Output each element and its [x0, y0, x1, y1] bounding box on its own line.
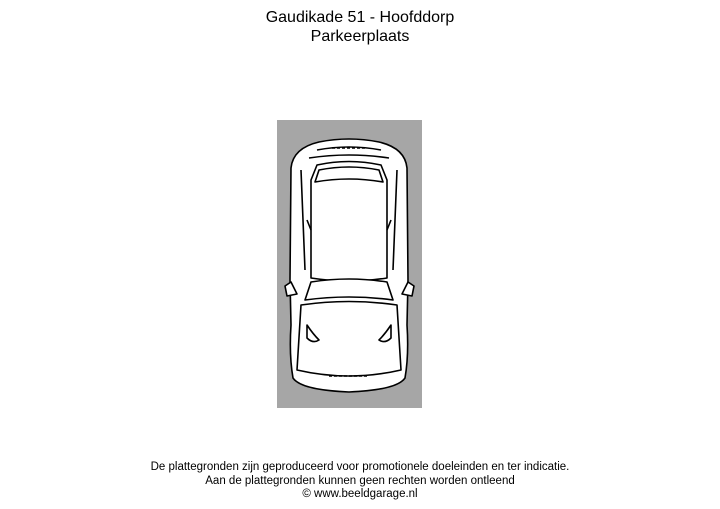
disclaimer: [0, 461, 720, 502]
parking-space: [277, 120, 422, 408]
disclaimer-line-1: De plattegronden zijn geproduceerd voor promotionele doeleinden en ter indicatie.: [150, 461, 570, 473]
address-title: Gaudikade 51 - Hoofddorp: [265, 9, 455, 26]
page-header: [0, 8, 720, 46]
car-top-view-icon: [277, 120, 422, 408]
disclaimer-line-2: Aan de plattegronden kunnen geen rechten worden ontleend: [205, 474, 515, 487]
copyright-line: © www.beeldgarage.nl: [302, 488, 418, 500]
room-label: Parkeerplaats: [310, 28, 410, 45]
